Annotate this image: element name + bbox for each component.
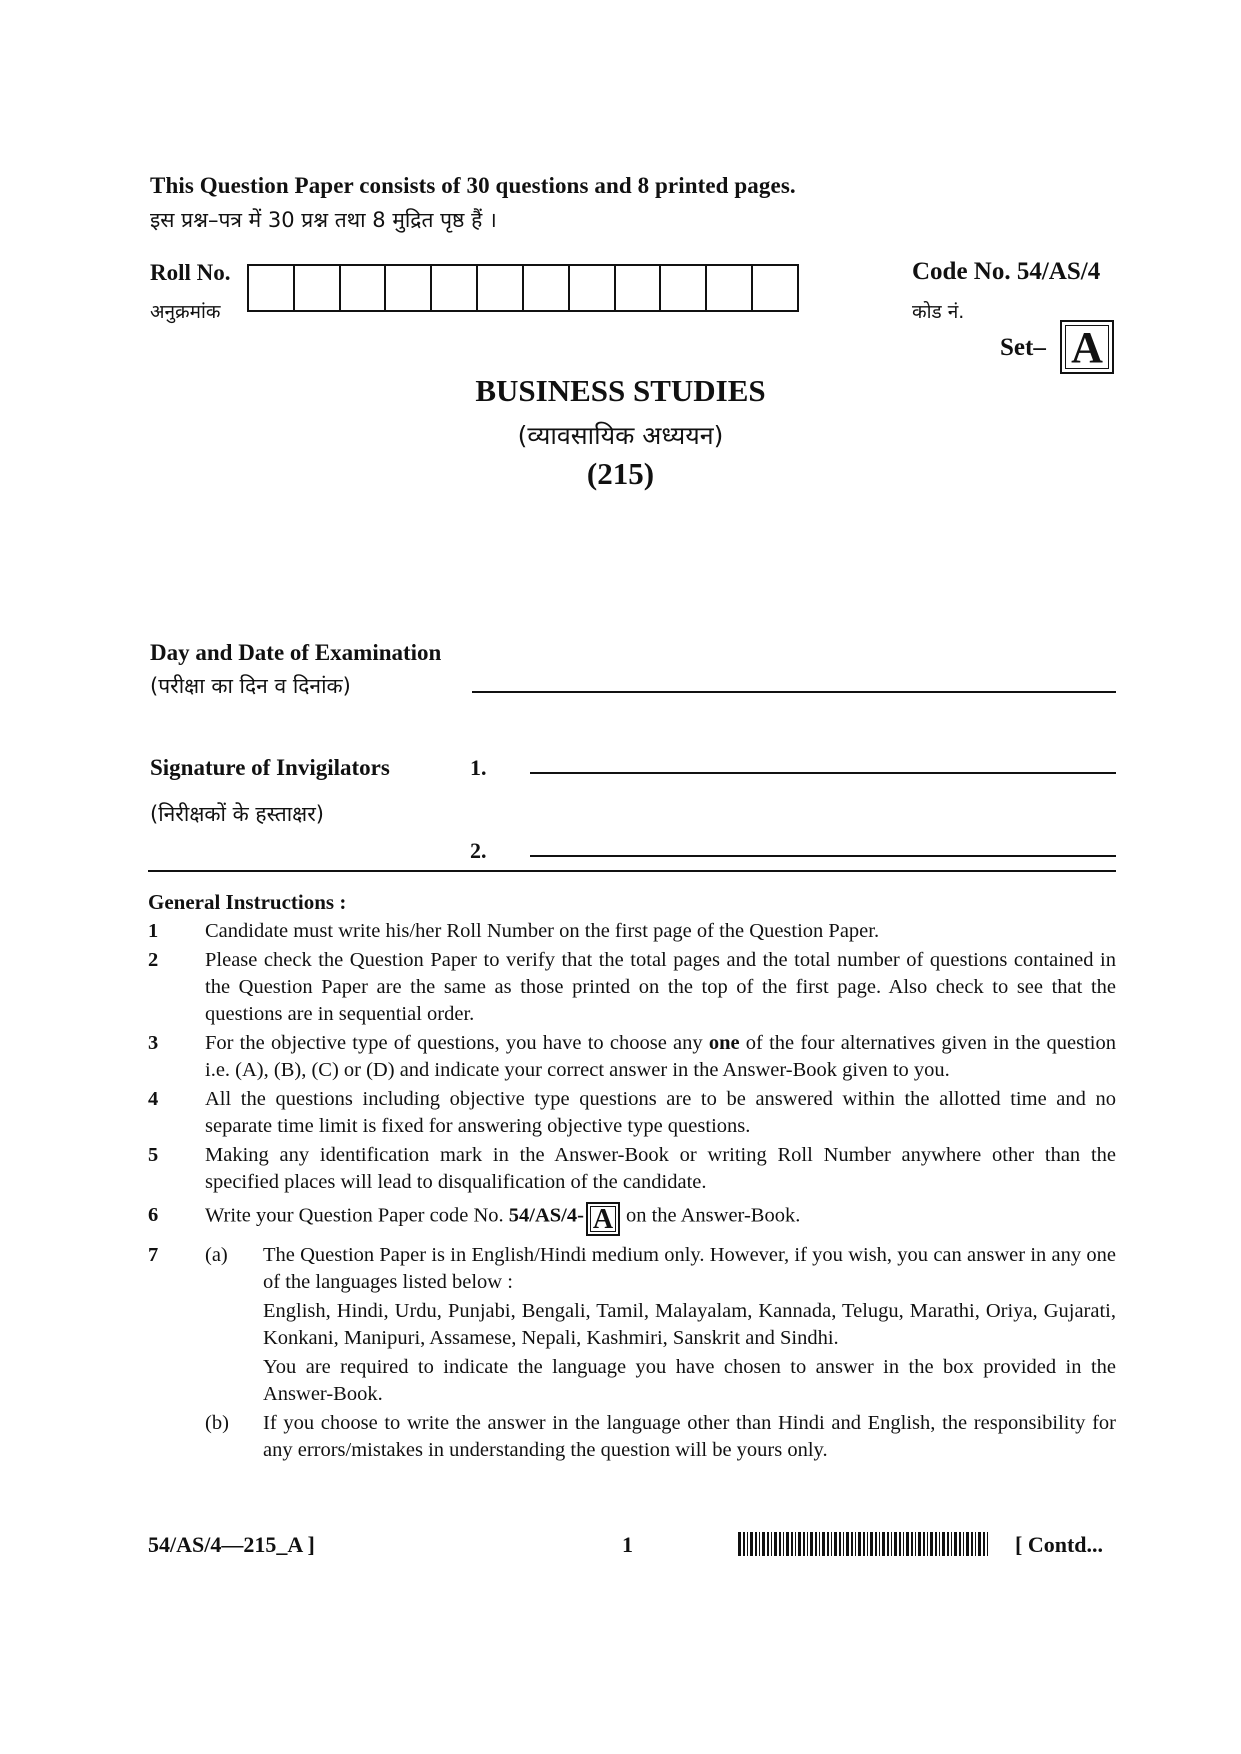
barcode-bar (834, 1532, 837, 1556)
instruction-text: Candidate must write his/her Roll Number on the first page of the Question Paper. (205, 920, 880, 942)
barcode-bar (779, 1532, 781, 1556)
barcode-bar (750, 1532, 753, 1556)
barcode-bar (822, 1532, 825, 1556)
barcode-bar (911, 1532, 913, 1556)
signature-number-2: 2. (470, 838, 487, 863)
set-label: Set– (1000, 334, 1046, 361)
instruction-text-part: For the objective type of questions, you have to choose any (205, 1032, 709, 1054)
subitem-text: The Question Paper is in English/Hindi medium only. However, if you wish, you can answer in any one of the languages listed below : (263, 1244, 1116, 1293)
barcode-bar (839, 1532, 841, 1556)
instruction-subitem (205, 1410, 1116, 1466)
roll-number-cell[interactable] (707, 266, 753, 310)
instruction-number: 1 (148, 920, 159, 942)
barcode-bar (899, 1532, 901, 1556)
continued-label: [ Contd... (1015, 1532, 1104, 1557)
barcode-bar (966, 1532, 969, 1556)
barcode-bar (759, 1532, 760, 1556)
general-instructions-title: General Instructions : (148, 890, 347, 914)
subitem-text: You are required to indicate the language you have chosen to answer in the box provided in the Answer-Book. (263, 1356, 1116, 1405)
roll-number-cell[interactable] (616, 266, 662, 310)
barcode-bar (894, 1532, 897, 1556)
barcode-bar (927, 1532, 928, 1556)
barcode-bar (762, 1532, 765, 1556)
barcode-bar (887, 1532, 889, 1556)
roll-number-cell[interactable] (570, 266, 616, 310)
signature-line-2[interactable] (530, 855, 1116, 857)
barcode-bar (819, 1532, 820, 1556)
paper-code: 54/AS/4- (508, 1204, 584, 1227)
barcode-bar (947, 1532, 949, 1556)
barcode-bar (987, 1532, 988, 1556)
invigilator-signature-label: Signature of Invigilators (150, 755, 390, 780)
code-number-label: Code No. (912, 258, 1011, 285)
languages-list: English, Hindi, Urdu, Punjabi, Bengali, Tamil, Malayalam, Kannada, Telugu, Marathi, Oriya, Gujarati, Konkani, Manipuri, Assamese, Nepali, Kashmiri, Sanskrit and Sindhi. (263, 1300, 1116, 1349)
set-value: A (1071, 322, 1103, 372)
instruction-number: 7 (148, 1244, 159, 1266)
set-value-inline: A (592, 1203, 614, 1235)
instruction-text: Making any identification mark in the Answer-Book or writing Roll Number anywhere other than the specified places will lead to disqualification of the candidate. (205, 1144, 1116, 1193)
barcode-bar (923, 1532, 925, 1556)
barcode-bar (891, 1532, 892, 1556)
subitem-label: (a) (205, 1244, 228, 1266)
barcode-bar (971, 1532, 973, 1556)
barcode-bar (851, 1532, 853, 1556)
barcode-bar (831, 1532, 832, 1556)
signature-number-1: 1. (470, 755, 487, 780)
barcode-bar (795, 1532, 796, 1556)
barcode-bar (855, 1532, 856, 1556)
instruction-text-emphasis: one (708, 1032, 740, 1054)
barcode-bar (815, 1532, 817, 1556)
exam-date-label-hindi: (परीक्षा का दिन व दिनांक) (150, 674, 351, 698)
code-number-value: 54/AS/4 (1016, 258, 1101, 285)
barcode-bar (915, 1532, 916, 1556)
instruction-number: 2 (148, 949, 159, 971)
barcode-bar (858, 1532, 861, 1556)
subitem-text: If you choose to write the answer in the language other than Hindi and English, the responsibility for any errors/mistakes in understanding the question will be yours only. (263, 1412, 1116, 1461)
barcode-bar (930, 1532, 933, 1556)
barcode-bar (867, 1532, 868, 1556)
barcode-bar (755, 1532, 757, 1556)
barcode-bar (827, 1532, 829, 1556)
roll-number-cell[interactable] (661, 266, 707, 310)
barcode-bar (903, 1532, 904, 1556)
instruction-text-part: on the Answer-Book. (625, 1204, 801, 1227)
code-number-label-hindi: कोड नं. (912, 301, 965, 323)
barcode-bar (954, 1532, 957, 1556)
instruction-item (148, 1202, 1116, 1236)
exam-date-label: Day and Date of Examination (150, 640, 442, 665)
barcode-bar (935, 1532, 937, 1556)
barcode-bar (863, 1532, 865, 1556)
instruction-item (148, 1030, 1116, 1084)
barcode-bar (978, 1532, 981, 1556)
instruction-text-part: of the four alternatives given in the question i.e. (A), (B), (C) or (D) and indicate your correct answer in the Answer-Book given to you. (205, 1032, 1117, 1081)
roll-number-cell[interactable] (295, 266, 341, 310)
barcode-bar (975, 1532, 976, 1556)
barcode-bar (879, 1532, 880, 1556)
subject-code: (215) (586, 456, 655, 491)
subitem-label: (b) (205, 1412, 229, 1434)
paper-info-hindi: इस प्रश्न–पत्र में 30 प्रश्न तथा 8 मुद्रित पृष्ठ हैं । (150, 208, 497, 232)
barcode-bar (747, 1532, 748, 1556)
barcode-bar (810, 1532, 813, 1556)
roll-number-cell[interactable] (341, 266, 387, 310)
barcode-bar (843, 1532, 844, 1556)
instruction-number: 6 (148, 1204, 159, 1226)
set-box (1060, 320, 1114, 374)
barcode-bar (983, 1532, 985, 1556)
barcode-bar (807, 1532, 808, 1556)
instruction-item (148, 918, 1116, 945)
barcode-bar (882, 1532, 885, 1556)
instruction-number: 3 (148, 1032, 159, 1054)
paper-info-english: This Question Paper consists of 30 questions and 8 printed pages. (150, 173, 796, 198)
roll-number-cell[interactable] (432, 266, 478, 310)
barcode-bar (771, 1532, 772, 1556)
barcode-bar (786, 1532, 789, 1556)
instruction-item (148, 947, 1116, 1028)
instruction-item (148, 1142, 1116, 1196)
barcode-bar (918, 1532, 921, 1556)
barcode-bar (774, 1532, 777, 1556)
barcode-bar (767, 1532, 769, 1556)
barcode-bar (963, 1532, 964, 1556)
roll-number-cell[interactable] (524, 266, 570, 310)
subject-title: BUSINESS STUDIES (475, 373, 766, 408)
instruction-text-part: Write your Question Paper code No. (205, 1204, 509, 1227)
instruction-text (205, 1202, 1116, 1236)
invigilator-signature-label-hindi: (निरीक्षकों के हस्ताक्षर) (150, 802, 324, 826)
instruction-subitems (205, 1242, 1116, 1466)
roll-number-cell[interactable] (386, 266, 432, 310)
divider (148, 870, 1116, 872)
barcode-bar (791, 1532, 793, 1556)
set-box-inline (586, 1202, 620, 1236)
instruction-subitem (205, 1242, 1116, 1410)
barcode-bar (906, 1532, 909, 1556)
roll-number-cell[interactable] (249, 266, 295, 310)
instruction-item (148, 1086, 1116, 1140)
roll-number-label-hindi: अनुक्रमांक (150, 301, 221, 323)
instruction-text: Please check the Question Paper to verify that the total pages and the total number of questions contained in the Question Paper are the same as those printed on the top of the first page. Also check to see that the questions are in sequential order. (205, 949, 1116, 1025)
barcode-bar (939, 1532, 940, 1556)
barcode-bar (942, 1532, 945, 1556)
barcode-bar (951, 1532, 952, 1556)
barcode-bar (743, 1532, 745, 1556)
barcode-bar (803, 1532, 805, 1556)
page-number: 1 (622, 1532, 633, 1557)
barcode (738, 1532, 990, 1556)
roll-number-cell[interactable] (753, 266, 797, 310)
roll-number-cell[interactable] (478, 266, 524, 310)
barcode-bar (846, 1532, 849, 1556)
instruction-text: All the questions including objective type questions are to be answered within the allotted time and no separate time limit is fixed for answering objective type questions. (205, 1088, 1116, 1137)
exam-date-line[interactable] (472, 691, 1116, 693)
barcode-bar (875, 1532, 877, 1556)
barcode-bar (783, 1532, 784, 1556)
barcode-bar (798, 1532, 801, 1556)
roll-number-boxes[interactable] (247, 264, 799, 312)
roll-number-label: Roll No. (150, 260, 231, 285)
instruction-item (148, 1242, 1116, 1466)
footer-paper-code: 54/AS/4—215_A ] (148, 1532, 315, 1557)
subject-title-hindi: (व्यावसायिक अध्ययन) (517, 421, 724, 450)
barcode-bar (738, 1532, 741, 1556)
instruction-number: 5 (148, 1144, 159, 1166)
instruction-number: 4 (148, 1088, 159, 1110)
signature-line-1[interactable] (530, 772, 1116, 774)
general-instructions-list (148, 918, 1116, 1468)
barcode-bar (959, 1532, 961, 1556)
instruction-text (205, 1030, 1116, 1084)
barcode-bar (870, 1532, 873, 1556)
code-number (912, 258, 1100, 286)
